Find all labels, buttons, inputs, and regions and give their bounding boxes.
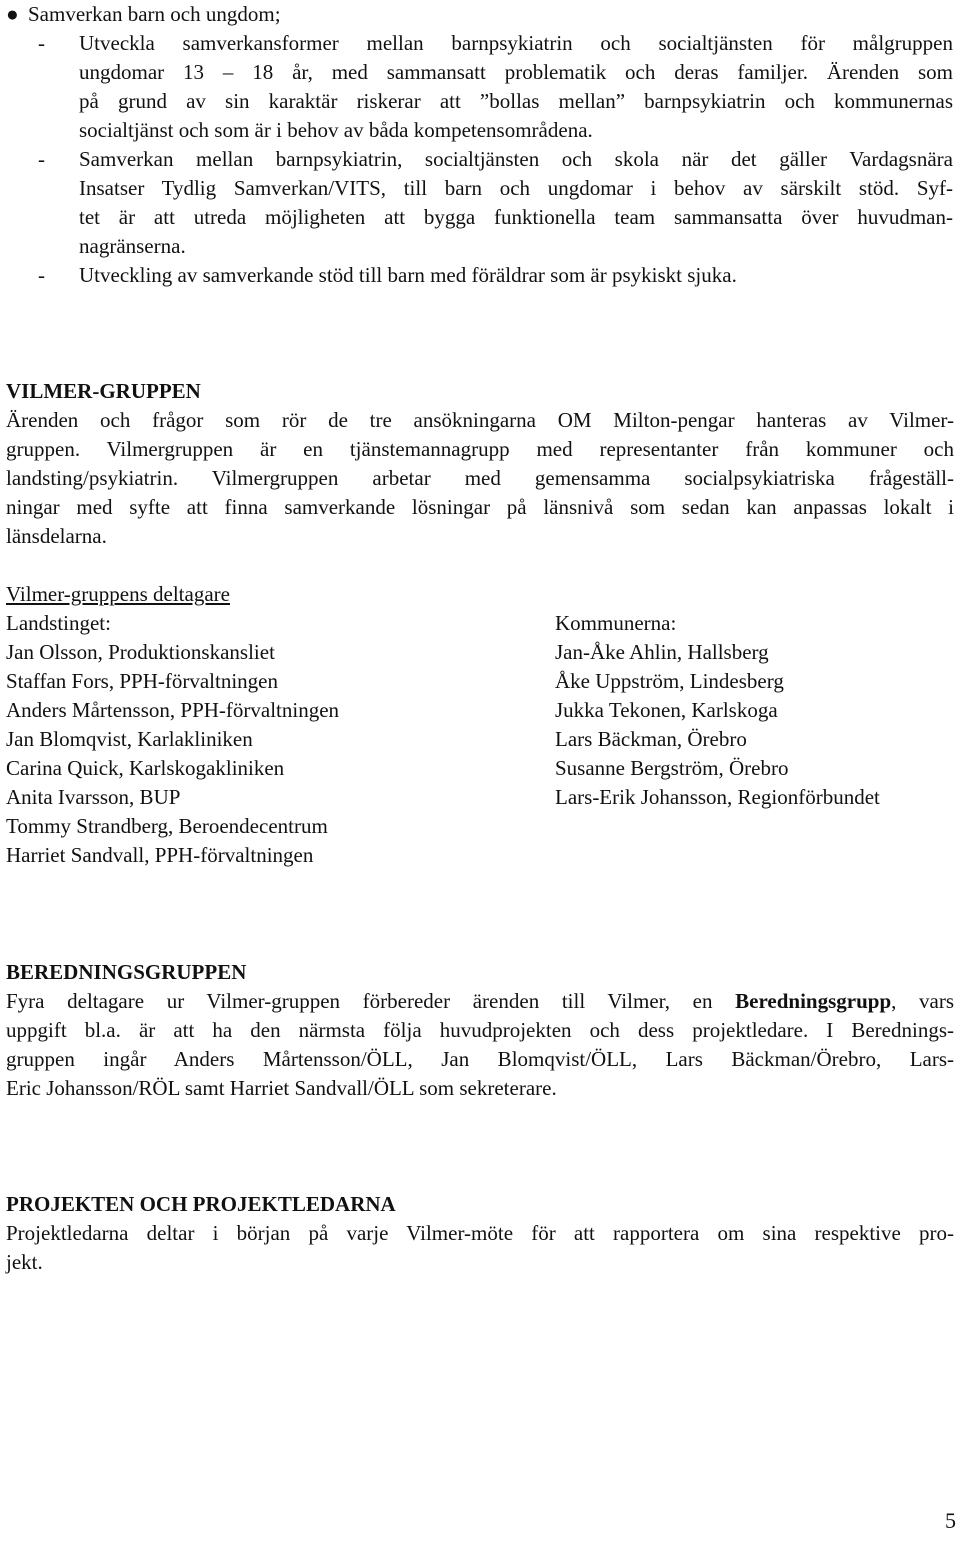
text-line	[6, 987, 954, 1016]
participant: Harriet Sandvall, PPH-förvaltningen	[6, 843, 314, 867]
participant: Carina Quick, Karlskogakliniken	[6, 756, 285, 780]
section-heading: PROJEKTEN OCH PROJEKTLEDARNA	[6, 1192, 396, 1216]
participant: Jan Olsson, Produktionskansliet	[6, 640, 275, 664]
page-number: 5	[945, 1508, 956, 1533]
dash-mark: -	[38, 263, 45, 287]
text-line: länsdelarna.	[6, 524, 107, 548]
participant: Staffan Fors, PPH-förvaltningen	[6, 669, 279, 693]
participant: Susanne Bergström, Örebro	[555, 756, 789, 780]
text-run: , vars	[891, 989, 954, 1013]
vilmer-section	[6, 377, 954, 551]
landstinget-column	[6, 609, 339, 870]
projekten-section	[6, 1190, 954, 1277]
text-line: nagränserna.	[79, 234, 186, 258]
text-run: Fyra deltagare ur Vilmer-gruppen förbereder ärenden till Vilmer, en	[6, 989, 736, 1013]
text-line: tet är att utreda möjligheten att bygga funktionella team sammansatta över huvudman-	[79, 205, 953, 229]
text-line: jekt.	[6, 1250, 43, 1274]
dash-item-text	[79, 145, 953, 261]
text-line: Eric Johansson/RÖL samt Harriet Sandvall/ÖLL som sekreterare.	[6, 1076, 557, 1100]
participants-heading: Vilmer-gruppens deltagare	[6, 582, 230, 606]
dash-mark: -	[38, 31, 45, 55]
participants-columns	[6, 609, 954, 870]
dash-item-text	[79, 261, 953, 290]
participant: Åke Uppström, Lindesberg	[555, 669, 784, 693]
beredning-section	[6, 958, 954, 1103]
participants-section	[6, 580, 954, 870]
text-line: ningar med syfte att finna samverkande lösningar på länsnivå som sedan kan anpassas lokalt i	[6, 495, 954, 519]
text-line: ungdomar 13 – 18 år, med sammansatt problematik och deras familjer. Ärenden som	[79, 60, 953, 84]
kommunerna-column	[555, 609, 880, 812]
bullet-text: Samverkan barn och ungdom;	[28, 2, 281, 26]
participant: Jan-Åke Ahlin, Hallsberg	[555, 640, 769, 664]
text-line: Utveckling av samverkande stöd till barn med föräldrar som är psykiskt sjuka.	[79, 263, 737, 287]
text-line: socialtjänst och som är i behov av båda kompetensområdena.	[79, 118, 593, 142]
section-heading: BEREDNINGSGRUPPEN	[6, 960, 247, 984]
section-heading: VILMER-GRUPPEN	[6, 379, 201, 403]
text-line: gruppen ingår Anders Mårtensson/ÖLL, Jan Blomqvist/ÖLL, Lars Bäckman/Örebro, Lars-	[6, 1047, 954, 1071]
text-line: gruppen. Vilmergruppen är en tjänstemannagrupp med representanter från kommuner och	[6, 437, 954, 461]
dash-mark: -	[38, 147, 45, 171]
participant: Tommy Strandberg, Beroendecentrum	[6, 814, 328, 838]
text-line: landsting/psykiatrin. Vilmergruppen arbetar med gemensamma socialpsykiatriska frågeställ-	[6, 466, 954, 490]
column-title: Kommunerna:	[555, 611, 677, 635]
dash-item-text	[79, 29, 953, 145]
text-line: på grund av sin karaktär riskerar att ”bollas mellan” barnpsykiatrin och kommunernas	[79, 89, 953, 113]
participant: Anders Mårtensson, PPH-förvaltningen	[6, 698, 340, 722]
participant: Jukka Tekonen, Karlskoga	[555, 698, 778, 722]
text-line: Utveckla samverkansformer mellan barnpsykiatrin och socialtjänsten för målgruppen	[79, 31, 953, 55]
text-line: Insatser Tydlig Samverkan/VITS, till barn och ungdomar i behov av särskilt stöd. Syf-	[79, 176, 953, 200]
text-line: Projektledarna deltar i början på varje Vilmer-möte för att rapportera om sina respektive pro-	[6, 1221, 954, 1245]
participant: Anita Ivarsson, BUP	[6, 785, 181, 809]
column-title: Landstinget:	[6, 611, 111, 635]
participant: Lars Bäckman, Örebro	[555, 727, 747, 751]
participant: Lars-Erik Johansson, Regionförbundet	[555, 785, 880, 809]
participant: Jan Blomqvist, Karlakliniken	[6, 727, 253, 751]
bullet-icon: ●	[6, 2, 19, 26]
text-line: uppgift bl.a. är att ha den närmsta följa huvudprojekten och dess projektledare. I Berednings-	[6, 1018, 954, 1042]
text-line: Ärenden och frågor som rör de tre ansökningarna OM Milton-pengar hanteras av Vilmer-	[6, 408, 954, 432]
text-line: Samverkan mellan barnpsykiatrin, socialtjänsten och skola när det gäller Vardagsnära	[79, 147, 953, 171]
bold-term: Beredningsgrupp	[735, 989, 892, 1013]
